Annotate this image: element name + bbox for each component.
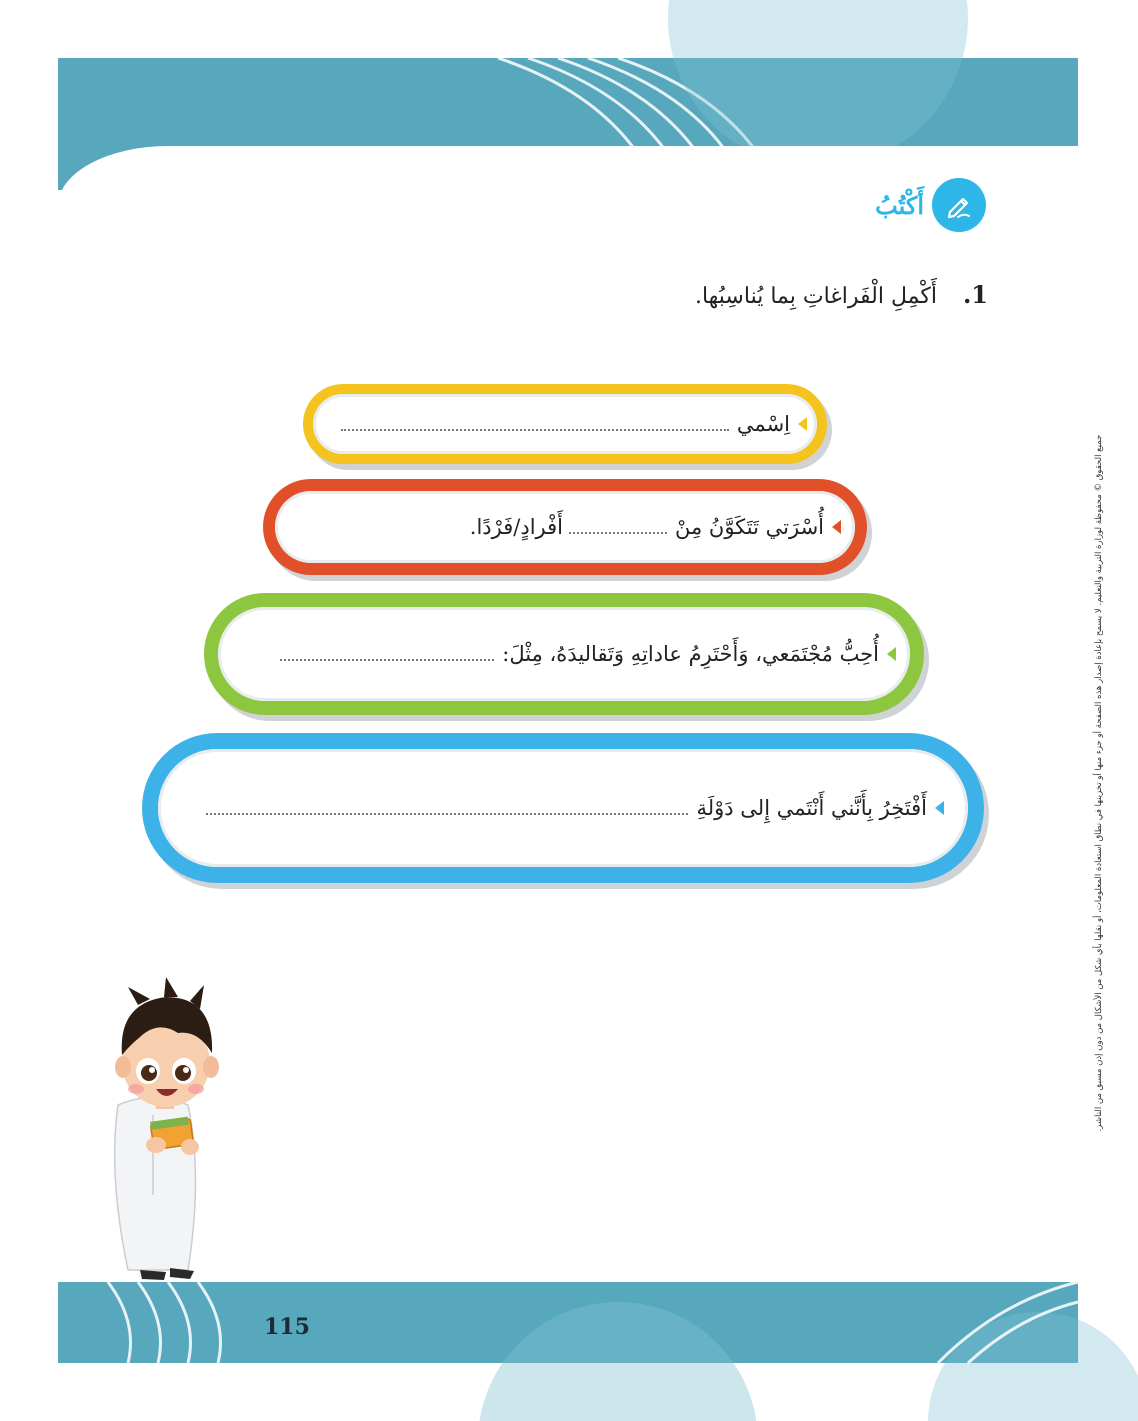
question-1	[695, 280, 988, 309]
fill-item-family	[263, 479, 867, 575]
item-text: أُسْرَتي تَتَكَوَّنُ مِنْ	[675, 515, 824, 539]
fill-item-community	[204, 593, 924, 715]
section-title: أَكْتُبُ	[875, 190, 924, 220]
item-suffix: أَفْرادٍ/فَرْدًا.	[469, 515, 563, 539]
pencil-writing-icon	[932, 178, 986, 232]
fill-item-name	[303, 384, 827, 464]
bullet-arrow-icon	[887, 647, 896, 661]
copyright-vertical-note: جميع الحقوق © محفوظة لوزارة التربية والتعليم. لا يسمح بإعادة إصدار هذه الصفحة أو جزء منها أو تخزينها في نطاق استعادة المعلومات، أو نقلها بأي شكل من الأشكال من دون إذن مسبق من الناشر.	[1094, 434, 1104, 1132]
band-arcs-bottom	[58, 1282, 1078, 1363]
section-header	[875, 178, 986, 232]
bullet-arrow-icon	[798, 417, 807, 431]
answer-blank[interactable]	[206, 813, 688, 815]
fill-item-country	[142, 733, 984, 883]
item-text: أَفْتَخِرُ بِأَنَّني أَنْتَمي إِلى دَوْلَةِ	[696, 796, 927, 820]
item-text: أُحِبُّ مُجْتَمَعي، وَأَحْتَرِمُ عاداتِهِ وَتَقاليدَهُ، مِثْلَ:	[502, 642, 879, 666]
bullet-arrow-icon	[935, 801, 944, 815]
question-number: 1.	[962, 280, 988, 309]
answer-blank[interactable]	[341, 429, 729, 431]
boy-holding-book-illustration	[78, 975, 218, 1287]
question-text: أَكْمِلِ الْفَراغاتِ بِما يُناسِبُها.	[694, 284, 937, 309]
item-text: اِسْمي	[736, 412, 790, 436]
page-number: 115	[264, 1314, 310, 1340]
answer-blank[interactable]	[569, 532, 667, 534]
answer-blank[interactable]	[280, 659, 494, 661]
bullet-arrow-icon	[832, 520, 841, 534]
bottom-decorative-band	[58, 1282, 1078, 1363]
